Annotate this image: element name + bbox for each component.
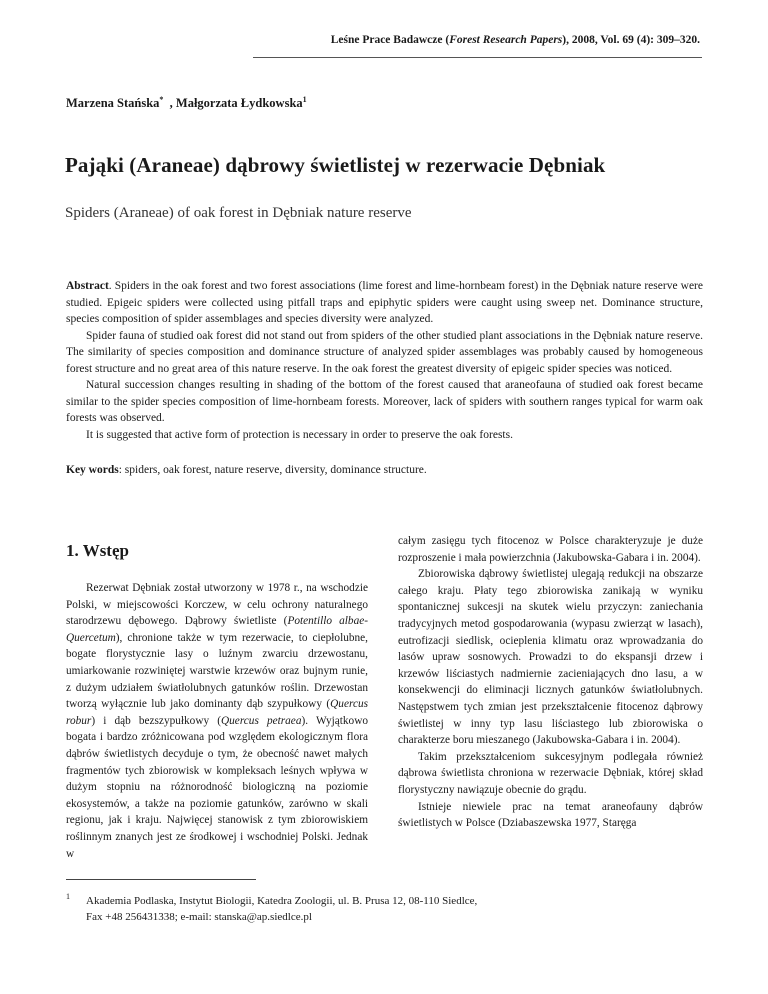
body-paragraph: Takim przekształceniom sukcesyjnym podlegała również dąbrowa świetlista chroniona w rezerwacie Dębniak, której skład florystyczny nawiązuje obecnie do grądu. — [398, 750, 703, 796]
abstract-p4: It is suggested that active form of protection is necessary in order to preserve the oak forests. — [86, 428, 513, 441]
journal-name-en: Forest Research Papers — [449, 34, 563, 46]
abstract — [66, 278, 703, 443]
header-rule — [253, 57, 702, 58]
body-column-left — [66, 580, 368, 862]
footnote-mark: 1 — [66, 892, 70, 901]
body-paragraph — [66, 580, 368, 862]
latin-name: Potentillo albae-Quercetum — [66, 615, 368, 644]
keywords-label: Key words — [66, 464, 119, 476]
body-paragraph: Zbiorowiska dąbrowy świetlistej ulegają redukcji na obszarze całego kraju. Płaty tego zbiorowiska zanikają w wyniku spontanicznej sukcesji na skutek wielu przyczyn: zaniechania tradycyjnych metod gospodarowania (wypasu zwierząt w lasach), eutrofizacji siedlisk, ocieplenia klimatu oraz wprowadzania do lasów upraw sosnowych. Prowadzi to do ekspansji drzew i krzewów liściastych nadmiernie zacieniających dno lasu, a w konsekwencji do eliminacji licznych gatunków światłolubnych. Następstwem tych zmian jest przekształcenie fitocenoz dąbrowy świetlistej w inny typ lasu liściastego lub zbiorowiska o charakterze boru mieszanego (Jakubowska-Gabara i in. 2004). — [398, 568, 703, 747]
abstract-p3: Natural succession changes resulting in shading of the bottom of the forest caused that araneofauna of studied oak forest became similar to the spider species composition of lime-hornbeam forests. Moreover, lack of spiders with southern ranges typical for warm oak forests was observed. — [66, 379, 703, 424]
footnote-rule — [66, 879, 256, 880]
author-2-mark: 1 — [302, 94, 307, 104]
body-text: ). Wyjątkowo bogata i bardzo zróżnicowana pod względem ekologicznym flora dąbrów świetlistych decyduje o tym, że obecność nawet małych fragmentów tych zbiorowisk w kompleksach leśnych wpływa w dużym stopniu na różnorodność biologiczną na poziomie ekosystemów, a także na poziomie gatunków, zarówno w skali regionu, jak i kraju. Najwięcej stanowisk z tym zbiorowiskiem roślinnym znanych jest ze środkowej i wschodniej Polski. Jednak w — [66, 714, 368, 860]
journal-name: Leśne Prace Badawcze — [330, 34, 443, 46]
author-1-mark: * — [159, 94, 164, 104]
footnote-line-2: Fax +48 256431338; e-mail: stanska@ap.siedlce.pl — [86, 911, 312, 923]
author-2: , Małgorzata Łydkowska — [169, 96, 303, 110]
body-column-right — [398, 533, 703, 832]
body-paragraph: całym zasięgu tych fitocenoz w Polsce charakteryzuje je duże rozproszenie i mała powierzchnia (Jakubowska-Gabara i in. 2004). — [398, 535, 703, 564]
abstract-p2: Spider fauna of studied oak forest did not stand out from spiders of the other studied plant associations in the Dębniak nature reserve. The similarity of species composition and dominance structure of analyzed spider assemblages was probably caused by homogeneous forest structure and no great area of this nature reserve. In the oak forest the greatest diversity of epigeic spider species was noticed. — [66, 329, 703, 375]
abstract-p1 — [66, 278, 703, 328]
body-paragraph: Istnieje niewiele prac na temat araneofauny dąbrów świetlistych w Polsce (Dziabaszewska 1977, Staręga — [398, 800, 703, 830]
latin-name: Quercus petraea — [221, 714, 302, 727]
citation: 2008, Vol. 69 (4): 309–320. — [571, 34, 700, 46]
paper-title: Pająki (Araneae) dąbrowy świetlistej w rezerwacie Dębniak — [65, 153, 606, 177]
keywords — [66, 464, 427, 476]
body-text: Rezerwat Dębniak został utworzony w 1978 r., na wschodzie Polski, w miejscowości Korczew, w celu ochrony naturalnego starodrzewu dębowego. Dąbrowy świetliste ( — [66, 582, 368, 628]
body-text: ), chronione także w tym rezerwacie, to ciepłolubne, bogate florystycznie lasy o luźnym zwarciu drzewostanu, umiarkowanie rozwiniętej warstwie krzewów oraz bujnym runie, z dużym udziałem światłolubnych gatunków roślin. Drzewostan tworzą wyłącznie lub jako dominanty dąb szypułkowy ( — [66, 631, 368, 711]
body-text: ) i dąb bezszypułkowy ( — [91, 714, 221, 727]
abstract-label: Abstract — [66, 280, 109, 292]
footnote — [66, 893, 477, 925]
section-heading: 1. Wstęp — [66, 541, 129, 560]
authors — [66, 96, 307, 111]
author-1: Marzena Stańska — [66, 96, 160, 110]
keywords-text: : spiders, oak forest, nature reserve, diversity, dominance structure. — [118, 464, 427, 476]
abstract-p1-text: . Spiders in the oak forest and two forest associations (lime forest and lime-hornbeam forest) in the Dębniak nature reserve were studied. Epigeic spiders were collected using pitfall traps and epiphytic spiders were caught using sweep net. Dominance structure, species composition of spider assemblages and species diversity were analyzed. — [66, 280, 703, 325]
latin-name: Quercus robur — [66, 698, 368, 727]
paper-title-english: Spiders (Araneae) of oak forest in Dębniak nature reserve — [65, 205, 412, 221]
footnote-line-1: Akademia Podlaska, Instytut Biologii, Katedra Zoologii, ul. B. Prusa 12, 08-110 Siedlce, — [86, 895, 478, 907]
running-header: Leśne Prace Badawcze (Forest Research Papers), 2008, Vol. 69 (4): 309–320. — [330, 34, 700, 46]
